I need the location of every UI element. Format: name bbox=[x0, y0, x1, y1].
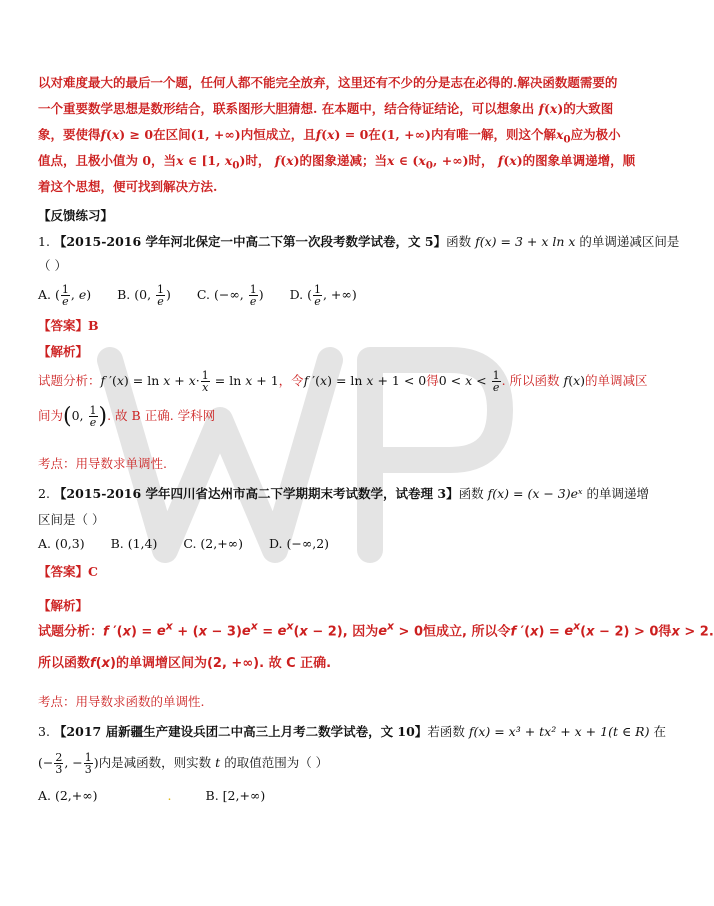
intro-line-3: 象，要使得f(x) ≥ 0在区间(1, +∞)内恒成立，且f(x) = 0在(1, +∞)内有唯一解，则这个解$x_0$应为极小 bbox=[38, 127, 621, 146]
intro-line-1: 以对难度最大的最后一个题，任何人都不能完全放弃，这里还有不少的分是志在必得的.解决函数题需要的 bbox=[38, 75, 618, 90]
q2-stem-cont: 区间是（ ） bbox=[38, 512, 105, 527]
q2-options bbox=[38, 536, 351, 551]
intro-line-4: 值点，且极小值为 0，当x ∈ [1, $x_0$)时， f(x)的图象递减；当x ∈ ($x_0$, +∞)时， f(x)的图象单调递增，顺 bbox=[38, 153, 636, 172]
q1-option-c: C. (−∞, $\frac{1}{e}$ ) bbox=[196, 283, 264, 308]
intro-line-5: 着这个思想，便可找到解决方法. bbox=[38, 179, 218, 194]
q2-solution-line-2: 所以函数f(x)的单调增区间为(2, +∞). 故 C 正确. bbox=[38, 656, 332, 671]
q2-option-c: C. (2,+∞) bbox=[183, 536, 243, 551]
section-title: 【反馈练习】 bbox=[38, 208, 114, 223]
q2-option-d: D. (−∞,2) bbox=[268, 536, 330, 551]
q1-kaodian: 考点：用导数求单调性. bbox=[38, 456, 167, 471]
q3-stem-cont: (− $\frac{2}{3}$ , − $\frac{1}{3}$ )内是减函数，则实数 t 的取值范围为（ ） bbox=[38, 751, 329, 776]
q3-stem: 3. 【2017 届新疆生产建设兵团二中高三上月考二数学试卷，文 10】若函数 f(x) = x³ + tx² + x + 1(t ∈ R) 在 bbox=[38, 724, 666, 739]
q1-paren: （ ） bbox=[38, 258, 67, 273]
q2-analysis-label: 【解析】 bbox=[38, 598, 89, 613]
q1-option-a: A. ( $\frac{1}{e}$ , e) bbox=[38, 283, 92, 308]
q1-solution-line-1: 试题分析：f ′(x) = ln x + x· $\frac{1}{x}$ = ln x + 1，令f ′(x) = ln x + 1 < 0得0 < x < $\frac{1}{e}$ . 所以函数 f(x)的单调减区 bbox=[38, 369, 648, 394]
q1-answer: 【答案】B bbox=[38, 318, 99, 333]
intro-line-2: 一个重要数学思想是数形结合，联系图形大胆猜想. 在本题中，结合待证结论，可以想象出 f(x)的大致图 bbox=[38, 101, 614, 116]
q1-stem: 1. 【2015-2016 学年河北保定一中高二下第一次段考数学试卷，文 5】函数 f(x) = 3 + x ln x 的单调递减区间是 bbox=[38, 234, 680, 249]
q1-solution-line-2: 间为(0, $\frac{1}{e}$ ). 故 B 正确. 学科网 bbox=[38, 404, 216, 429]
q3-options bbox=[38, 788, 287, 803]
q2-stem: 2. 【2015-2016 学年四川省达州市高二下学期期末考试数学，试卷理 3】函数 f(x) = (x − 3)eˣ 的单调递增 bbox=[38, 486, 649, 501]
q2-option-a: A. (0,3) bbox=[38, 536, 85, 551]
q1-option-b: B. (0, $\frac{1}{e}$ ) bbox=[117, 283, 171, 308]
q1-option-d: D. ( $\frac{1}{e}$ , +∞) bbox=[289, 283, 357, 308]
q3-option-b: B. [2,+∞) bbox=[205, 788, 266, 803]
stray-dot: . bbox=[167, 788, 172, 803]
q2-answer: 【答案】C bbox=[38, 564, 98, 579]
q2-kaodian: 考点：用导数求函数的单调性. bbox=[38, 694, 205, 709]
q1-options bbox=[38, 284, 379, 307]
q1-analysis-label: 【解析】 bbox=[38, 344, 89, 359]
q2-solution-line-1: 试题分析：f $'(x) = e^x + (x - 3)e^x = e^x(x - 2)$, 因为$e^x > 0$恒成立, 所以令f $'(x) = e^x(x - 2) > 0$得x > 2. bbox=[38, 620, 714, 640]
q2-option-b: B. (1,4) bbox=[110, 536, 158, 551]
q3-option-a: A. (2,+∞) bbox=[38, 788, 98, 803]
